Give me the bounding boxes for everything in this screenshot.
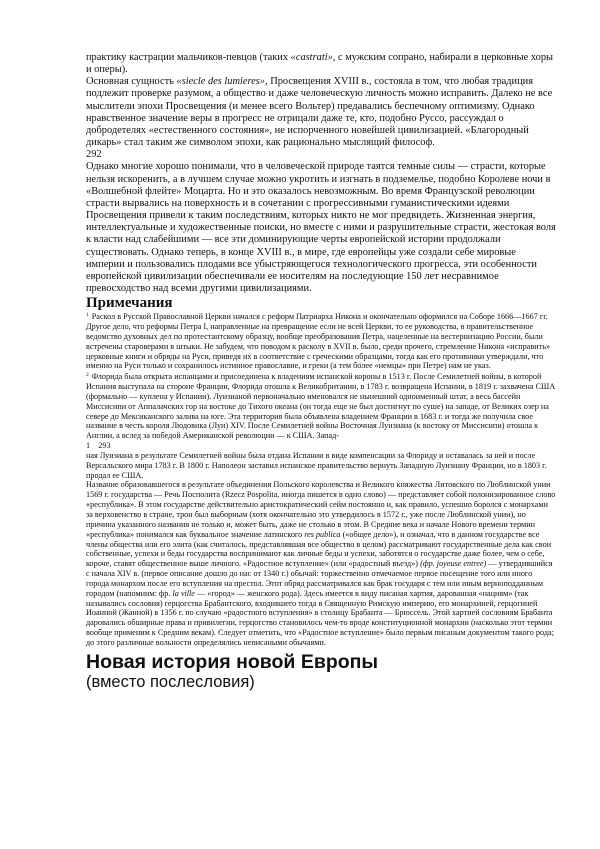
italic-term: res publica [304, 529, 341, 539]
paragraph: Однако многие хорошо понимали, что в человеческой природе таятся темные силы — страсти, которые нельзя искоренить, а в лучшем случае можно укротить и изгнать в подземелье, подобно Королеве ночи в «Волшебной флейте» Моцарта. Но и это оказалось невозможным. Во время Французской революции страсти вырвались на поверхность и в сочетании с прогрессивными гуманистическими идеями Просвещения привели к таким последствиям, которых никто не мог предвидеть. Жизненная энергия, интеллектуальные и художественные поиски, но вместе с ними и разрушительные страсти, жестокая воля к власти над слабейшими — все эти доминирующие черты европейской истории продолжали существовать. Однако теперь, в конце XVIII в., в мире, где европейцы уже создали себе мировые империи и пользовались плодами все убыстряющегося технологического прогресса, эти особенности европейской цивилизации обеспечивали ее носителям на последующие 150 лет несравнимое превосходство над всеми другими цивилизациями. [86, 161, 556, 294]
footnote-marker: 2 [86, 372, 89, 379]
italic-term: «castrati», [290, 52, 336, 63]
footnote-text: Название образовавшегося в результате объединения Польского королевства и Великого княжества Литовского по Люблинской унии 1569 г. государства — Речь Посполита (Rzecz Pospolita, иногда пишется в одно слово) — представляет собой полонизированное слово «республика». В этом государстве действительно аристократический сейм постоянно и, как правило, успешно боролся с монархами за верховенство в стране, трон был выборным (хотя окончательно это утвердилось в 1572 г., уже после Люблинской унии), но причина указанного названия не только и, может быть, даже не столько в этом. В Средние века и начале Нового времени термин «республика» понимался как буквальное значение латинского [86, 480, 556, 539]
document-page [86, 52, 556, 692]
italic-term: la ville [172, 588, 195, 598]
footnote-text: («общее дело»), и означал, что в данном государстве все члены общества или его элита (как считалось, представлявшая все общество в целом) рассматривают государственные дела как свои собственные, успехи и беды государства воспринимают как личные беды и успехи, заботятся о государстве даже более, чем о себе, короче, ставят общественное выше личного. «Радостное вступление» (или «радостный въезд») [86, 529, 552, 569]
notes-heading: Примечания [86, 295, 173, 312]
footnote-text: — «город» — женского рода). Здесь имеется в виду писаная хартия, дарованная «нациям» (так назывались сословия) герцогства Брабантского, входившего тогда в Священную Римскую империю, его монархиней, герцогиней Иоанной (Жанной) в 1356 г. по случаю «радостного вступления» в столицу Брабанта — Брюссель. Этой хартией сословиям Брабанта даровались обширные права и привилегии, герцогство становилось чем-то вроде конституционной монархии (насколько этот термин вообще применим к Средним векам). Следует отметить, что «Радостное вступление» было первым писаным документом такого рода; до этого различные вольности определялись неписаными обычаями. [86, 588, 554, 647]
body-text [86, 161, 556, 295]
footnote-continuation: ная Луизиана в результате Семилетней войны была отдана Испании в виде компенсации за Флориду и оставалась за ней и после Версальского мира 1783 г. В 1800 г. Наполеон заставил испанское правительство вернуть Западную Луизиану Франции, но в 1803 г. продал ее США. [86, 450, 547, 480]
italic-term: (фр. joyeuse entree) [420, 559, 487, 569]
body-text [86, 52, 556, 149]
footnote-3 [86, 480, 556, 647]
italic-term: «siecle des lumieres», [176, 76, 268, 88]
footnote-1 [86, 311, 556, 371]
paragraph: практику кастрации мальчиков-певцов (таких «castrati», с мужским сопрано, набирали в церковные хоры и оперы). [86, 52, 554, 76]
page-marker: 1 293 [86, 441, 111, 451]
footnote-text: Флорида была открыта испанцами и присоединена к владениям испанской короны в 1513 г. После Семилетней войны, в которой Испания выступала на стороне Франции, Флорида отошла к Великобритании, в 1783 г. возвращена Испании, в 1819 г. захвачена США (формально — куплена у Испании). Луизианой первоначально именовался не нынешний одноименный штат, а весь бассейн Миссисипи от Аппалачских гор на востоке до Тихого океана (он тогда еще не был достигнут по суше) на западе, от Великих озер на севере до Мексиканского залива на юге. Эта территория была объявлена владением Франции в 1683 г. и тогда же получила свое название в честь короля Людовика (Луи) XIV. После Семилетней войны Восточная Луизиана (к востоку от Миссисипи) отошла к Англии, а вслед за победой Американской революции — к США. Запад- [86, 372, 556, 441]
footnote-marker: 1 [86, 312, 89, 319]
footnotes [86, 311, 556, 648]
footnote-text: Раскол в Русской Православной Церкви начался с реформ Патриарха Никона и окончательно оформился на Соборе 1666—1667 гг. Другое дело, что реформы Петра I, направленные на превращение если не всей Церкви, то ее руководства, в правительственное ведомство духовных дел по протестантскому образцу, вообще преобразования Петра, нацеленные на вестернизацию России, были встречены староверами в штыки. Не забудем, что поводом к расколу в XVII в. было, среди прочего, стремление Никона «исправить» церковные книги и обряды на Руси, приведя их в соответствие с греческими образцами, тогда как его противники утверждали, что именно на Руси только и сохранилось истинное православие, и греки (а тем более «немцы» при Петре) нам не указ. [86, 312, 551, 371]
paragraph: Основная сущность «siecle des lumieres», Просвещения XVIII в., состояла в том, что любая традиция подлежит проверке разумом, а общество и даже человеческую личность можно исправить. Далеко не все мыслители эпохи Просвещения (и менее всего Вольтер) предавались беспечному оптимизму. Однако нравственное значение веры в прогресс не отрицали даже те, кто, подобно Руссо, рассуждал о добродетелях «естественного состояния», не испорченного новейшей цивилизацией. «Благородный дикарь» стал таким же символом эпохи, как рационально мыслящий философ. [86, 76, 553, 149]
chapter-title: Новая история новой Европы [86, 650, 379, 673]
footnote-2 [86, 371, 556, 441]
page-number: 292 [86, 149, 102, 161]
footnote-text: — утвердившийся с начала XIV в. (первое описание дошло до нас от 1340 г.) обычай: торжественно отмечаемое первое посещение того или иного города монархом после его вступления на престол. Этот обряд рассматривался как брак государя с тем или иным верноподданным городом (напомним: фр. [86, 559, 553, 598]
chapter-subtitle: (вместо послесловия) [86, 672, 255, 691]
